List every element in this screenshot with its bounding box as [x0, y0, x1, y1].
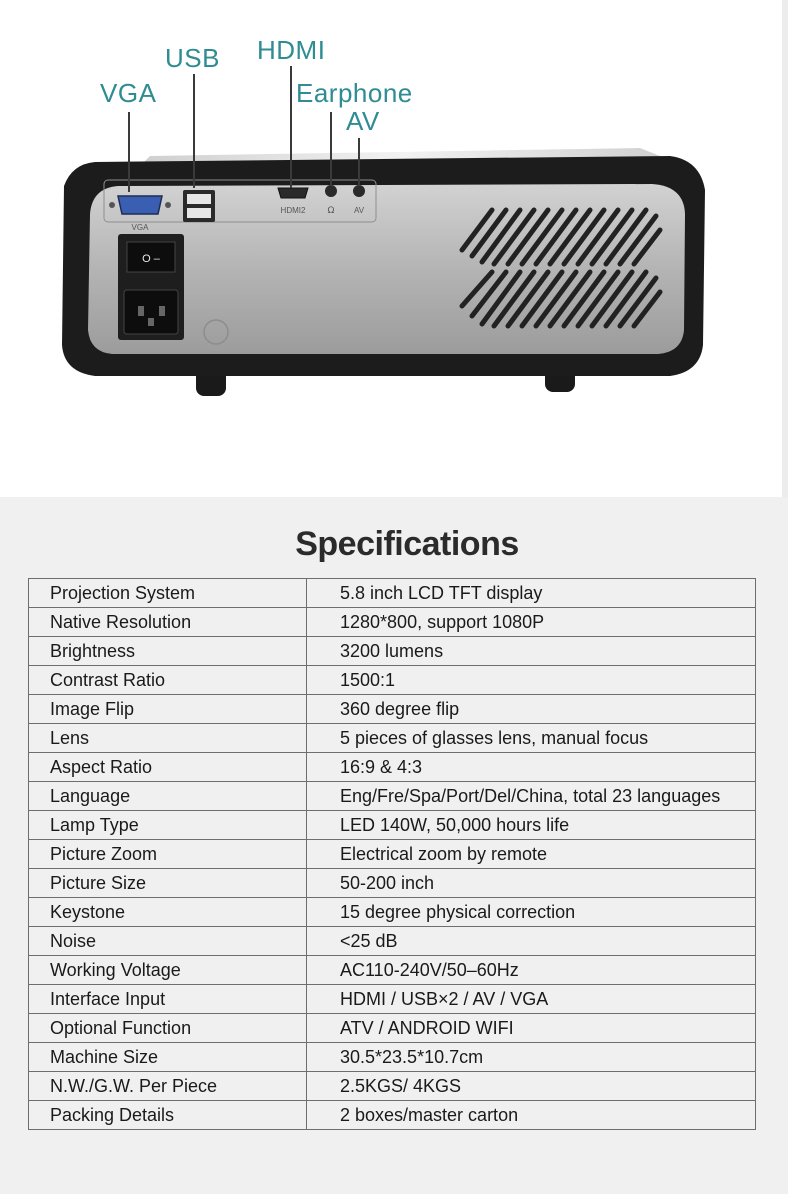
table-row: [29, 724, 756, 753]
table-row: [29, 695, 756, 724]
spec-value: 30.5*23.5*10.7cm: [307, 1043, 756, 1072]
spec-value: 15 degree physical correction: [307, 898, 756, 927]
table-row: [29, 608, 756, 637]
spec-value: 2 boxes/master carton: [307, 1101, 756, 1130]
specifications-section: [0, 497, 788, 1194]
table-row: [29, 1072, 756, 1101]
spec-value: 360 degree flip: [307, 695, 756, 724]
table-row: [29, 898, 756, 927]
usb-port-2: [187, 208, 211, 218]
spec-key: Optional Function: [29, 1014, 307, 1043]
panel-print-switch: O –: [142, 253, 160, 265]
table-row: [29, 840, 756, 869]
specifications-title: Specifications: [295, 525, 519, 563]
table-row: [29, 579, 756, 608]
table-row: [29, 811, 756, 840]
table-row: [29, 956, 756, 985]
spec-value: HDMI / USB×2 / AV / VGA: [307, 985, 756, 1014]
spec-key: Working Voltage: [29, 956, 307, 985]
socket-pin-1: [138, 306, 144, 316]
earphone-jack: [325, 185, 337, 197]
spec-key: Noise: [29, 927, 307, 956]
table-row: [29, 1101, 756, 1130]
table-row: [29, 927, 756, 956]
spec-key: Language: [29, 782, 307, 811]
usb-leader-line: [193, 74, 195, 188]
spec-value: 5 pieces of glasses lens, manual focus: [307, 724, 756, 753]
earphone-label: Earphone: [296, 78, 413, 108]
av-leader-line: [358, 138, 360, 186]
spec-key: Keystone: [29, 898, 307, 927]
table-row: [29, 869, 756, 898]
spec-key: Brightness: [29, 637, 307, 666]
spec-key: Picture Size: [29, 869, 307, 898]
table-row: [29, 1014, 756, 1043]
vga-screw-left: [109, 202, 115, 208]
spec-value: <25 dB: [307, 927, 756, 956]
table-row: [29, 666, 756, 695]
spec-value: Electrical zoom by remote: [307, 840, 756, 869]
spec-value: 1280*800, support 1080P: [307, 608, 756, 637]
spec-value: 50-200 inch: [307, 869, 756, 898]
specifications-table: [28, 578, 756, 1130]
spec-key: Native Resolution: [29, 608, 307, 637]
table-row: [29, 985, 756, 1014]
panel-print-vga: VGA: [131, 223, 149, 232]
spec-key: Image Flip: [29, 695, 307, 724]
spec-key: Aspect Ratio: [29, 753, 307, 782]
spec-key: Contrast Ratio: [29, 666, 307, 695]
spec-value: LED 140W, 50,000 hours life: [307, 811, 756, 840]
spec-value: Eng/Fre/Spa/Port/Del/China, total 23 languages: [307, 782, 756, 811]
socket-pin-2: [159, 306, 165, 316]
product-image-area: [0, 0, 782, 497]
spec-value: 2.5KGS/ 4KGS: [307, 1072, 756, 1101]
spec-key: Packing Details: [29, 1101, 307, 1130]
vga-port: [118, 196, 162, 214]
spec-key: Projection System: [29, 579, 307, 608]
spec-key: Lamp Type: [29, 811, 307, 840]
hdmi-leader-line: [290, 66, 292, 188]
panel-print-earphone: Ω: [327, 206, 335, 216]
spec-value: ATV / ANDROID WIFI: [307, 1014, 756, 1043]
spec-value: 3200 lumens: [307, 637, 756, 666]
panel-print-hdmi: HDMI2: [280, 206, 306, 215]
spec-value: 1500:1: [307, 666, 756, 695]
right-edge-strip: [782, 0, 788, 497]
usb-port-1: [187, 194, 211, 204]
vga-label: VGA: [100, 78, 157, 108]
spec-value: AC110-240V/50–60Hz: [307, 956, 756, 985]
hdmi-label: HDMI: [257, 35, 326, 65]
projector-rear-illustration: [0, 0, 782, 497]
panel-print-av: AV: [353, 206, 365, 215]
spec-value: 5.8 inch LCD TFT display: [307, 579, 756, 608]
av-jack: [353, 185, 365, 197]
socket-pin-3: [148, 318, 154, 326]
earphone-leader-line: [330, 112, 332, 186]
table-row: [29, 782, 756, 811]
spec-key: N.W./G.W. Per Piece: [29, 1072, 307, 1101]
power-socket: [124, 290, 178, 334]
spec-key: Interface Input: [29, 985, 307, 1014]
spec-value: 16:9 & 4:3: [307, 753, 756, 782]
hdmi-port: [278, 188, 308, 198]
usb-label: USB: [165, 43, 220, 73]
spec-key: Picture Zoom: [29, 840, 307, 869]
vga-screw-right: [165, 202, 171, 208]
spec-key: Machine Size: [29, 1043, 307, 1072]
spec-key: Lens: [29, 724, 307, 753]
table-row: [29, 637, 756, 666]
av-label: AV: [346, 106, 380, 136]
vga-leader-line: [128, 112, 130, 192]
table-row: [29, 1043, 756, 1072]
table-row: [29, 753, 756, 782]
